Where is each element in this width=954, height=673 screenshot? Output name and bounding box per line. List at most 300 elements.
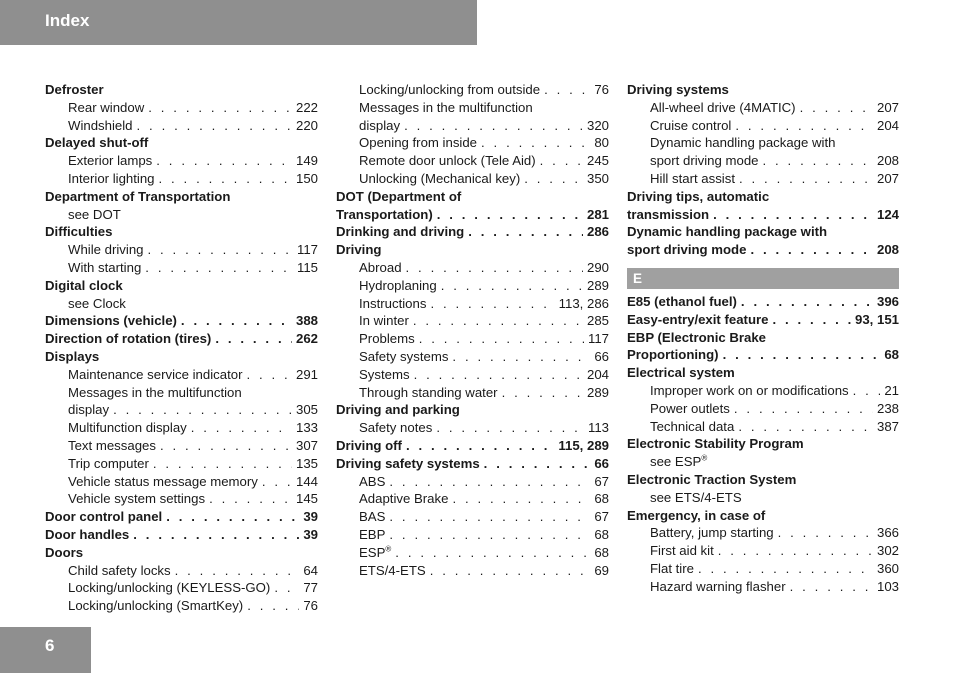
index-subentry (45, 562, 318, 580)
dot-leader (156, 152, 292, 170)
entry-text: Doors (45, 544, 84, 560)
dot-leader (468, 223, 583, 241)
index-column-1 (45, 81, 318, 615)
page-reference: 320 (586, 117, 609, 133)
index-subentry (45, 579, 318, 597)
entry-text: Easy-entry/exit feature (627, 311, 769, 327)
index-subentry (627, 170, 899, 188)
entry-text: Transportation) (336, 206, 433, 222)
page-reference: 80 (594, 135, 609, 151)
page-reference: 66 (594, 455, 609, 471)
page-reference: 285 (586, 313, 609, 329)
page-reference: 64 (303, 562, 318, 578)
page-reference: 220 (295, 117, 318, 133)
index-subentry (45, 455, 318, 473)
page-number: 6 (45, 636, 55, 655)
entry-text: First aid kit (650, 543, 714, 559)
dot-leader (452, 348, 590, 366)
page-reference: 238 (876, 400, 899, 416)
page-reference: 117 (587, 331, 609, 347)
dot-leader (145, 259, 293, 277)
entry-text: Department of Transportation (45, 188, 231, 204)
page-reference: 302 (876, 543, 899, 559)
dot-leader (215, 330, 292, 348)
entry-text: EBP (Electronic Brake (627, 329, 767, 345)
index-subentry (627, 152, 899, 170)
entry-text: sport driving mode (627, 242, 747, 258)
index-subentry (45, 401, 318, 419)
index-subentry (627, 134, 899, 152)
index-heading (336, 223, 609, 241)
index-heading (45, 312, 318, 330)
index-subentry (336, 419, 609, 437)
entry-text: Proportioning) (627, 347, 719, 363)
page-reference: 222 (295, 99, 318, 115)
dot-leader (419, 330, 584, 348)
index-subentry (627, 578, 899, 596)
dot-leader (713, 206, 873, 224)
entry-text: see DOT (68, 206, 121, 222)
entry-text: Messages in the multifunction (68, 384, 242, 400)
dot-leader (148, 241, 293, 259)
page-reference: 281 (586, 206, 609, 222)
entry-text: Through standing water (359, 384, 498, 400)
page-reference: 305 (295, 402, 318, 418)
entry-text: Hazard warning flasher (650, 578, 786, 594)
index-subentry (336, 348, 609, 366)
dot-leader (540, 152, 583, 170)
index-heading (45, 134, 318, 152)
index-subentry (336, 508, 609, 526)
entry-text: BAS (359, 509, 386, 525)
entry-text: Door handles (45, 526, 130, 542)
index-subentry (336, 295, 609, 313)
index-subentry (45, 117, 318, 135)
entry-text: Interior lighting (68, 170, 155, 186)
index-subentry (627, 489, 899, 507)
index-subentry (627, 117, 899, 135)
dot-leader (778, 524, 873, 542)
index-heading (627, 329, 899, 347)
index-subentry (45, 170, 318, 188)
registered-mark: ® (701, 453, 708, 463)
index-heading (45, 81, 318, 99)
entry-text: Remote door unlock (Tele Aid) (359, 153, 536, 169)
dot-leader (772, 311, 851, 329)
index-heading (627, 293, 899, 311)
entry-text: Text messages (68, 437, 156, 453)
index-subentry (336, 81, 609, 99)
index-heading (627, 241, 899, 259)
entry-text: Driving (336, 242, 382, 258)
dot-leader (159, 170, 292, 188)
entry-text: Power outlets (650, 400, 730, 416)
entry-text: Driving off (336, 437, 402, 453)
index-subentry (45, 473, 318, 491)
index-subentry (336, 384, 609, 402)
entry-text: Locking/unlocking from outside (359, 82, 541, 97)
entry-text: DOT (Department of (336, 188, 462, 204)
page-reference: 289 (586, 384, 609, 400)
entry-text: Direction of rotation (tires) (45, 331, 212, 347)
page-reference: 68 (594, 526, 609, 542)
index-subentry (45, 295, 318, 313)
entry-text: Dimensions (vehicle) (45, 313, 177, 329)
page-reference: 207 (876, 99, 899, 115)
entry-text: In winter (359, 313, 409, 329)
entry-text: Digital clock (45, 277, 123, 293)
index-subentry (45, 152, 318, 170)
dot-leader (389, 508, 590, 526)
entry-text: Instructions (359, 295, 427, 311)
page-reference: 208 (876, 242, 899, 258)
page-reference: 68 (884, 347, 899, 363)
dot-leader (544, 81, 590, 99)
dot-leader (800, 99, 873, 117)
index-subentry (627, 560, 899, 578)
dot-leader (389, 473, 590, 491)
entry-text: Maintenance service indicator (68, 366, 243, 382)
header-bar (0, 0, 477, 45)
entry-text: Multifunction display (68, 420, 187, 436)
entry-text: Systems (359, 366, 410, 382)
dot-leader (750, 241, 873, 259)
section-letter: E (627, 268, 899, 289)
index-subentry (627, 542, 899, 560)
page-reference: 93, 151 (855, 311, 899, 327)
dot-leader (484, 455, 591, 473)
index-heading (45, 330, 318, 348)
entry-text: Opening from inside (359, 135, 478, 151)
index-subentry (336, 259, 609, 277)
registered-mark: ® (385, 544, 392, 554)
page-reference: 68 (594, 491, 609, 507)
entry-text: transmission (627, 206, 710, 222)
dot-leader (414, 366, 583, 384)
entry-text: Cruise control (650, 117, 732, 133)
entry-text: Vehicle system settings (68, 491, 206, 507)
page-reference: 150 (295, 170, 318, 186)
entry-text: All-wheel drive (4MATIC) (650, 99, 796, 115)
page-reference: 149 (295, 153, 318, 169)
index-subentry (45, 366, 318, 384)
index-subentry (627, 524, 899, 542)
dot-leader (160, 437, 292, 455)
dot-leader (718, 542, 873, 560)
page-title: Index (45, 11, 90, 30)
entry-text: Safety notes (359, 420, 433, 436)
index-subentry (45, 241, 318, 259)
entry-text: Battery, jump starting (650, 525, 774, 541)
entry-text: see ETS/4-ETS (650, 489, 742, 505)
index-heading (627, 223, 899, 241)
dot-leader (790, 578, 873, 596)
index-heading (627, 364, 899, 382)
index-heading (336, 455, 609, 473)
entry-text: Drinking and driving (336, 224, 465, 240)
page-reference: 245 (586, 153, 609, 169)
entry-text: ABS (359, 473, 386, 489)
dot-leader (395, 544, 590, 562)
entry-text: Child safety locks (68, 562, 171, 578)
index-subentry (336, 117, 609, 135)
dot-leader (181, 312, 292, 330)
dot-leader (452, 490, 590, 508)
entry-text: Unlocking (Mechanical key) (359, 170, 521, 186)
index-subentry (45, 259, 318, 277)
entry-text: Door control panel (45, 509, 163, 525)
index-subentry (336, 99, 609, 117)
page-reference: 115 (296, 259, 318, 275)
dot-leader (166, 508, 299, 526)
index-subentry (336, 277, 609, 295)
entry-text: ESP® (359, 544, 392, 560)
dot-leader (262, 473, 292, 491)
dot-leader (441, 277, 583, 295)
entry-text: Electrical system (627, 365, 735, 381)
entry-text: ETS/4-ETS (359, 562, 426, 578)
entry-text: With starting (68, 259, 142, 275)
entry-text: Windshield (68, 117, 133, 133)
entry-text: Emergency, in case of (627, 507, 766, 523)
entry-text: Electronic Stability Program (627, 436, 804, 452)
page-reference: 113 (587, 420, 609, 436)
entry-text: While driving (68, 242, 144, 258)
page-reference: 145 (295, 491, 318, 507)
index-heading (336, 241, 609, 259)
index-subentry (45, 437, 318, 455)
entry-text: Adaptive Brake (359, 491, 449, 507)
page-reference: 39 (303, 526, 318, 542)
page-reference: 388 (295, 313, 318, 329)
page-reference: 135 (295, 455, 318, 471)
dot-leader (853, 382, 881, 400)
dot-leader (524, 170, 583, 188)
dot-leader (404, 117, 583, 135)
entry-text: Hydroplaning (359, 277, 437, 293)
entry-text: Difficulties (45, 224, 113, 240)
index-heading (627, 435, 899, 453)
index-heading (45, 526, 318, 544)
page-reference: 124 (876, 206, 899, 222)
entry-text: display (68, 402, 110, 418)
dot-leader (389, 526, 590, 544)
dot-leader (734, 400, 873, 418)
page-reference: 68 (594, 544, 609, 560)
page-reference: 39 (303, 509, 318, 525)
entry-text: Exterior lamps (68, 153, 153, 169)
page-reference: 207 (876, 170, 899, 186)
entry-text: sport driving mode (650, 153, 759, 169)
dot-leader (209, 490, 292, 508)
page-reference: 67 (594, 473, 609, 489)
dot-leader (274, 579, 299, 597)
index-subentry (45, 384, 318, 402)
entry-text: display (359, 117, 401, 133)
entry-text: Delayed shut-off (45, 135, 149, 151)
dot-leader (413, 312, 583, 330)
index-subentry (336, 170, 609, 188)
entry-text: Rear window (68, 99, 145, 115)
entry-text: Driving and parking (336, 402, 460, 418)
page-reference: 67 (594, 509, 609, 525)
dot-leader (502, 384, 583, 402)
page-reference: 396 (876, 293, 899, 309)
entry-text: Electronic Traction System (627, 471, 797, 487)
entry-text: Locking/unlocking (SmartKey) (68, 598, 244, 614)
index-heading (45, 223, 318, 241)
dot-leader (406, 259, 583, 277)
page-reference: 144 (295, 473, 318, 489)
index-subentry (336, 473, 609, 491)
index-subentry (627, 418, 899, 436)
index-heading (627, 206, 899, 224)
index-subentry (336, 562, 609, 580)
dot-leader (738, 418, 873, 436)
entry-text: Locking/unlocking (KEYLESS-GO) (68, 580, 271, 596)
dot-leader (437, 206, 583, 224)
entry-text: Flat tire (650, 560, 694, 576)
index-heading (627, 471, 899, 489)
dot-leader (739, 170, 873, 188)
entry-text: Vehicle status message memory (68, 473, 258, 489)
index-subentry (45, 490, 318, 508)
entry-text: Improper work on or modifications (650, 382, 849, 398)
index-heading (45, 188, 318, 206)
index-subentry (45, 99, 318, 117)
index-heading (336, 401, 609, 419)
dot-leader (735, 117, 873, 135)
dot-leader (430, 562, 591, 580)
dot-leader (175, 562, 300, 580)
index-column-3 (627, 81, 899, 596)
entry-text: E85 (ethanol fuel) (627, 293, 737, 309)
entry-text: Hill start assist (650, 170, 735, 186)
dot-leader (247, 597, 299, 615)
page-reference: 103 (876, 578, 899, 594)
page-reference: 350 (586, 170, 609, 186)
dot-leader (698, 560, 873, 578)
index-heading (45, 348, 318, 366)
index-heading (336, 206, 609, 224)
dot-leader (133, 526, 299, 544)
dot-leader (246, 366, 292, 384)
entry-text: Trip computer (68, 455, 149, 471)
entry-text: Messages in the multifunction (359, 99, 533, 115)
index-heading (627, 188, 899, 206)
entry-text: Driving tips, automatic (627, 188, 770, 204)
entry-text: EBP (359, 526, 386, 542)
index-heading (45, 508, 318, 526)
index-heading (336, 437, 609, 455)
page-number-box (0, 627, 91, 673)
dot-leader (137, 117, 292, 135)
index-subentry (336, 366, 609, 384)
dot-leader (148, 99, 292, 117)
index-subentry (336, 152, 609, 170)
index-heading (627, 507, 899, 525)
entry-text: Safety systems (359, 348, 449, 364)
dot-leader (481, 134, 590, 152)
dot-leader (191, 419, 292, 437)
page-reference: 115, 289 (558, 437, 609, 453)
entry-text: Driving safety systems (336, 455, 480, 471)
index-subentry (336, 490, 609, 508)
page-reference: 291 (295, 366, 318, 382)
index-heading (45, 544, 318, 562)
entry-text: Problems (359, 331, 415, 347)
entry-text: Dynamic handling package with (650, 135, 836, 151)
page-reference: 113, 286 (558, 295, 609, 311)
index-heading (627, 81, 899, 99)
index-heading (336, 188, 609, 206)
dot-leader (723, 346, 881, 364)
dot-leader (762, 152, 873, 170)
entry-text: see Clock (68, 295, 126, 311)
page-reference: 387 (876, 418, 899, 434)
entry-text: Abroad (359, 259, 402, 275)
index-subentry (336, 312, 609, 330)
index-subentry (45, 597, 318, 615)
dot-leader (436, 419, 584, 437)
entry-text: Technical data (650, 418, 735, 434)
index-subentry (627, 453, 899, 471)
entry-text: see ESP® (650, 453, 708, 470)
page-reference: 204 (586, 366, 609, 382)
dot-leader (406, 437, 554, 455)
index-subentry (627, 382, 899, 400)
dot-leader (741, 293, 873, 311)
page-reference: 290 (586, 259, 609, 275)
index-subentry (627, 400, 899, 418)
index-heading (627, 311, 899, 329)
page-reference: 76 (594, 82, 609, 97)
page-reference: 21 (884, 382, 899, 398)
page-reference: 77 (303, 580, 318, 596)
page-reference: 69 (594, 562, 609, 578)
page-reference: 307 (295, 437, 318, 453)
page-reference: 204 (876, 117, 899, 133)
entry-text: Dynamic handling package with (627, 224, 828, 240)
index-subentry (336, 134, 609, 152)
index-subentry (627, 99, 899, 117)
index-column-2 (336, 81, 609, 579)
index-subentry (336, 544, 609, 562)
page-reference: 366 (876, 525, 899, 541)
page-reference: 66 (594, 348, 609, 364)
index-heading (45, 277, 318, 295)
entry-text: Displays (45, 348, 100, 364)
index-subentry (336, 330, 609, 348)
dot-leader (430, 295, 554, 313)
page-reference: 262 (295, 331, 318, 347)
dot-leader (113, 401, 292, 419)
page-reference: 289 (586, 277, 609, 293)
page-reference: 117 (296, 242, 318, 258)
index-subentry (45, 419, 318, 437)
page-reference: 133 (295, 420, 318, 436)
page-reference: 208 (876, 153, 899, 169)
index-heading (627, 346, 899, 364)
page-reference: 76 (303, 598, 318, 614)
dot-leader (153, 455, 292, 473)
entry-text: Driving systems (627, 82, 729, 97)
page-reference: 286 (586, 224, 609, 240)
index-subentry (45, 206, 318, 224)
entry-text: Defroster (45, 82, 104, 97)
page-reference: 360 (876, 560, 899, 576)
index-subentry (336, 526, 609, 544)
